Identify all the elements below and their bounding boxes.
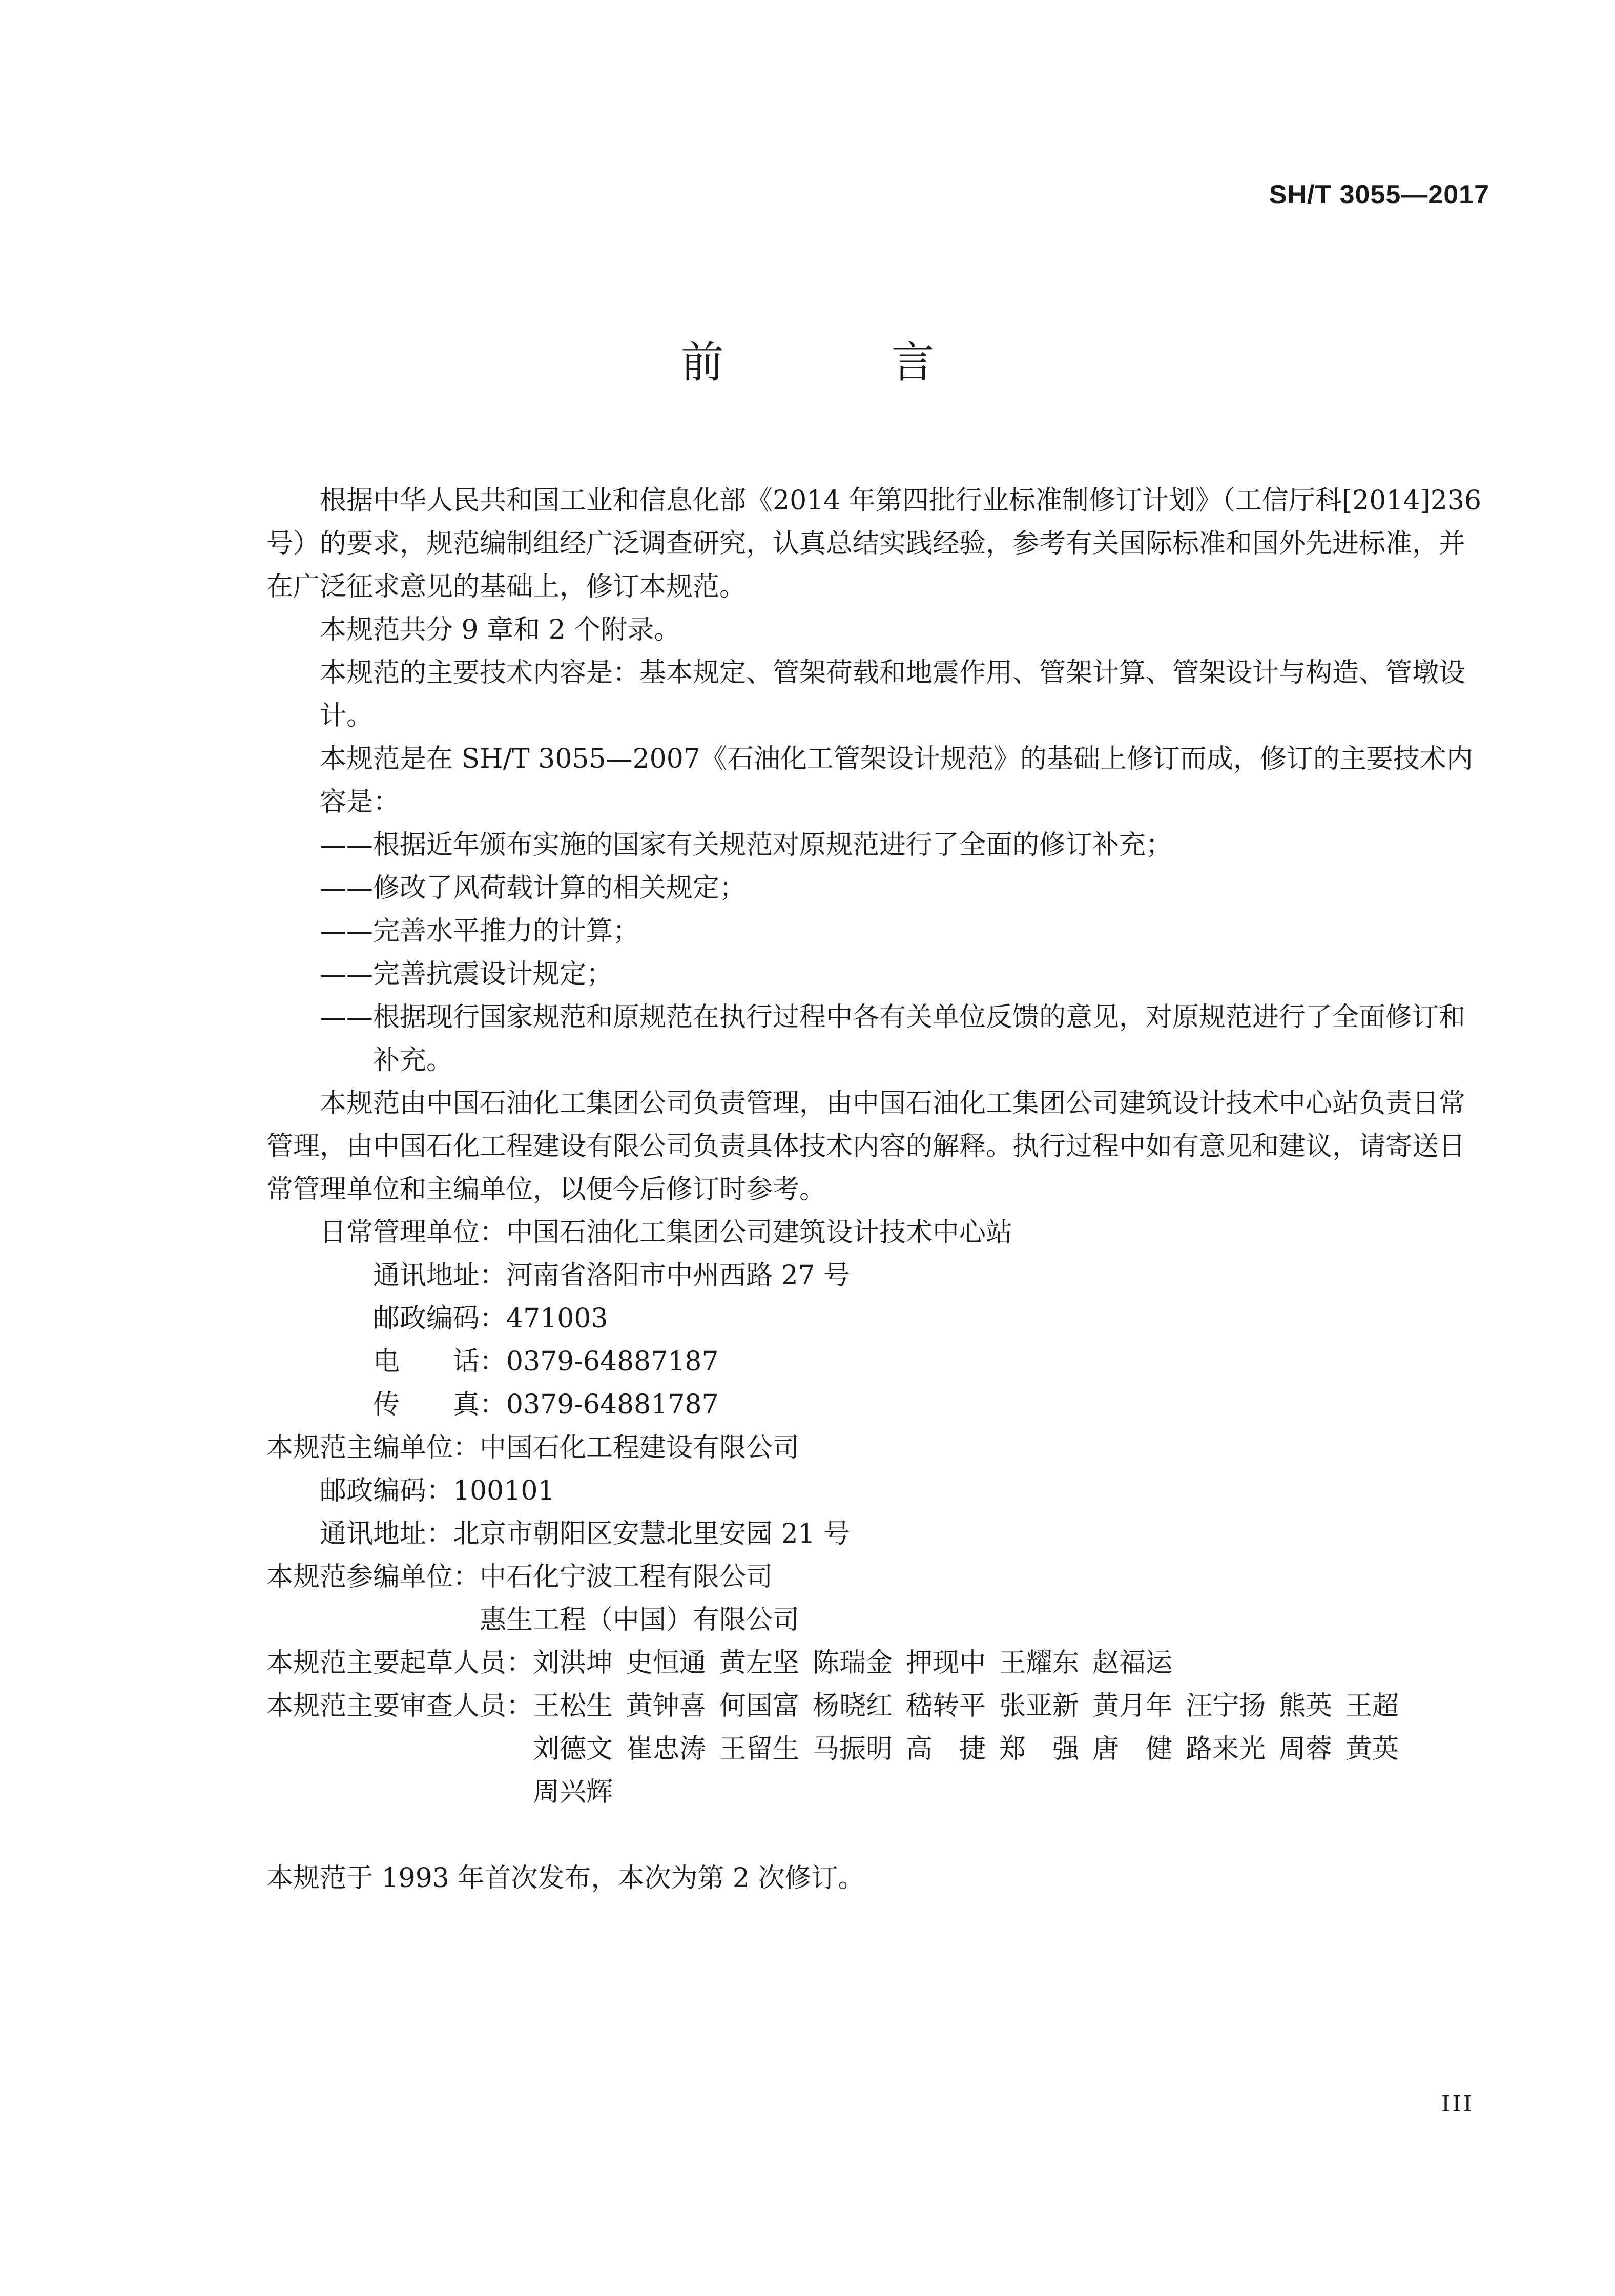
paragraph-1 bbox=[266, 479, 1491, 608]
person-name: 周蓉 bbox=[1279, 1734, 1333, 1765]
person-name: 张亚新 bbox=[999, 1691, 1080, 1721]
spacer bbox=[266, 1814, 1491, 1857]
person-name: 王松生 bbox=[533, 1691, 613, 1721]
person-name: 杨晓红 bbox=[813, 1691, 893, 1721]
chief-editor-address: 通讯地址：北京市朝阳区安慧北里安园 21 号 bbox=[320, 1519, 851, 1549]
person-name: 王超 bbox=[1345, 1691, 1399, 1721]
paragraph-2: 本规范共分 9 章和 2 个附录。 bbox=[320, 614, 681, 645]
participant-unit: 惠生工程（中国）有限公司 bbox=[480, 1605, 800, 1635]
participants-label: 本规范参编单位： bbox=[266, 1562, 480, 1592]
drafters-names bbox=[533, 1642, 1186, 1685]
management-postcode: 邮政编码：471003 bbox=[373, 1303, 608, 1334]
management-phone: 电 话：0379-64887187 bbox=[373, 1346, 719, 1377]
paragraph-line: 根据中华人民共和国工业和信息化部《2014 年第四批行业标准制修订计划》（工信厅科[2014]236 bbox=[320, 485, 1482, 516]
person-name: 嵇转平 bbox=[906, 1691, 986, 1721]
person-name: 马振明 bbox=[813, 1734, 893, 1765]
participants-row bbox=[266, 1555, 1491, 1598]
person-name: 黄左坚 bbox=[719, 1648, 800, 1678]
list-item: ——完善抗震设计规定； bbox=[320, 959, 613, 990]
management-unit: 日常管理单位：中国石油化工集团公司建筑设计技术中心站 bbox=[320, 1217, 1013, 1248]
preface-body bbox=[266, 479, 1491, 1900]
list-item: ——根据近年颁布实施的国家有关规范对原规范进行了全面的修订补充； bbox=[320, 830, 1173, 860]
person-name: 陈瑞金 bbox=[813, 1648, 893, 1678]
person-name: 赵福运 bbox=[1092, 1648, 1173, 1678]
paragraph-line: 本规范由中国石油化工集团公司负责管理，由中国石油化工集团公司建筑设计技术中心站负责日常 bbox=[320, 1088, 1466, 1119]
person-name: 周兴辉 bbox=[533, 1777, 613, 1808]
paragraph-line: 常管理单位和主编单位，以便今后修订时参考。 bbox=[266, 1174, 826, 1205]
person-name: 史恒通 bbox=[626, 1648, 707, 1678]
reviewers-label: 本规范主要审查人员： bbox=[266, 1691, 533, 1721]
paragraph-5 bbox=[266, 1082, 1491, 1211]
person-name: 王留生 bbox=[719, 1734, 800, 1765]
person-name: 刘洪坤 bbox=[533, 1648, 613, 1678]
list-item-continuation: 补充。 bbox=[373, 1045, 453, 1076]
closing-statement: 本规范于 1993 年首次发布，本次为第 2 次修订。 bbox=[266, 1863, 865, 1894]
person-name: 汪宁扬 bbox=[1186, 1691, 1266, 1721]
person-name: 熊英 bbox=[1279, 1691, 1333, 1721]
management-fax: 传 真：0379-64881787 bbox=[373, 1389, 719, 1420]
reviewers-names bbox=[266, 1728, 1491, 1771]
drafters-label: 本规范主要起草人员： bbox=[266, 1648, 533, 1678]
person-name: 王耀东 bbox=[999, 1648, 1080, 1678]
page-title: 前 言 bbox=[680, 337, 1011, 387]
reviewers-row bbox=[266, 1685, 1491, 1728]
paragraph-3: 本规范的主要技术内容是：基本规定、管架荷载和地震作用、管架计算、管架设计与构造、管墩设计。 bbox=[320, 658, 1466, 731]
person-name: 郑 强 bbox=[999, 1734, 1080, 1765]
person-name: 黄英 bbox=[1345, 1734, 1399, 1765]
paragraph-4: 本规范是在 SH/T 3055—2007《石油化工管架设计规范》的基础上修订而成，修订的主要技术内容是： bbox=[320, 744, 1473, 817]
person-name: 黄钟喜 bbox=[626, 1691, 707, 1721]
paragraph-line: 号）的要求，规范编制组经广泛调查研究，认真总结实践经验，参考有关国际标准和国外先进标准，并 bbox=[266, 528, 1466, 559]
chief-editor-unit: 本规范主编单位：中国石化工程建设有限公司 bbox=[266, 1432, 800, 1463]
paragraph-line: 在广泛征求意见的基础上，修订本规范。 bbox=[266, 571, 747, 602]
person-name: 黄月年 bbox=[1092, 1691, 1173, 1721]
list-item: ——完善水平推力的计算； bbox=[320, 916, 640, 947]
person-name: 高 捷 bbox=[906, 1734, 986, 1765]
drafters-row bbox=[266, 1642, 1491, 1685]
standard-code: SH/T 3055—2017 bbox=[1269, 180, 1489, 210]
participant-unit: 中石化宁波工程有限公司 bbox=[480, 1562, 773, 1592]
person-name: 何国富 bbox=[719, 1691, 800, 1721]
reviewers-names bbox=[266, 1771, 1491, 1814]
person-name: 刘德文 bbox=[533, 1734, 613, 1765]
management-address: 通讯地址：河南省洛阳市中州西路 27 号 bbox=[373, 1260, 851, 1291]
person-name: 唐 健 bbox=[1092, 1734, 1173, 1765]
chief-editor-postcode: 邮政编码：100101 bbox=[320, 1475, 555, 1506]
person-name: 崔忠涛 bbox=[626, 1734, 707, 1765]
paragraph-line: 管理，由中国石化工程建设有限公司负责具体技术内容的解释。执行过程中如有意见和建议，请寄送日 bbox=[266, 1131, 1466, 1162]
person-name: 押现中 bbox=[906, 1648, 986, 1678]
list-item: ——根据现行国家规范和原规范在执行过程中各有关单位反馈的意见，对原规范进行了全面修订和 bbox=[320, 1002, 1466, 1033]
reviewers-names bbox=[533, 1685, 1412, 1728]
list-item: ——修改了风荷载计算的相关规定； bbox=[320, 873, 747, 904]
person-name: 路来光 bbox=[1186, 1734, 1266, 1765]
page-number: III bbox=[1441, 2091, 1474, 2117]
